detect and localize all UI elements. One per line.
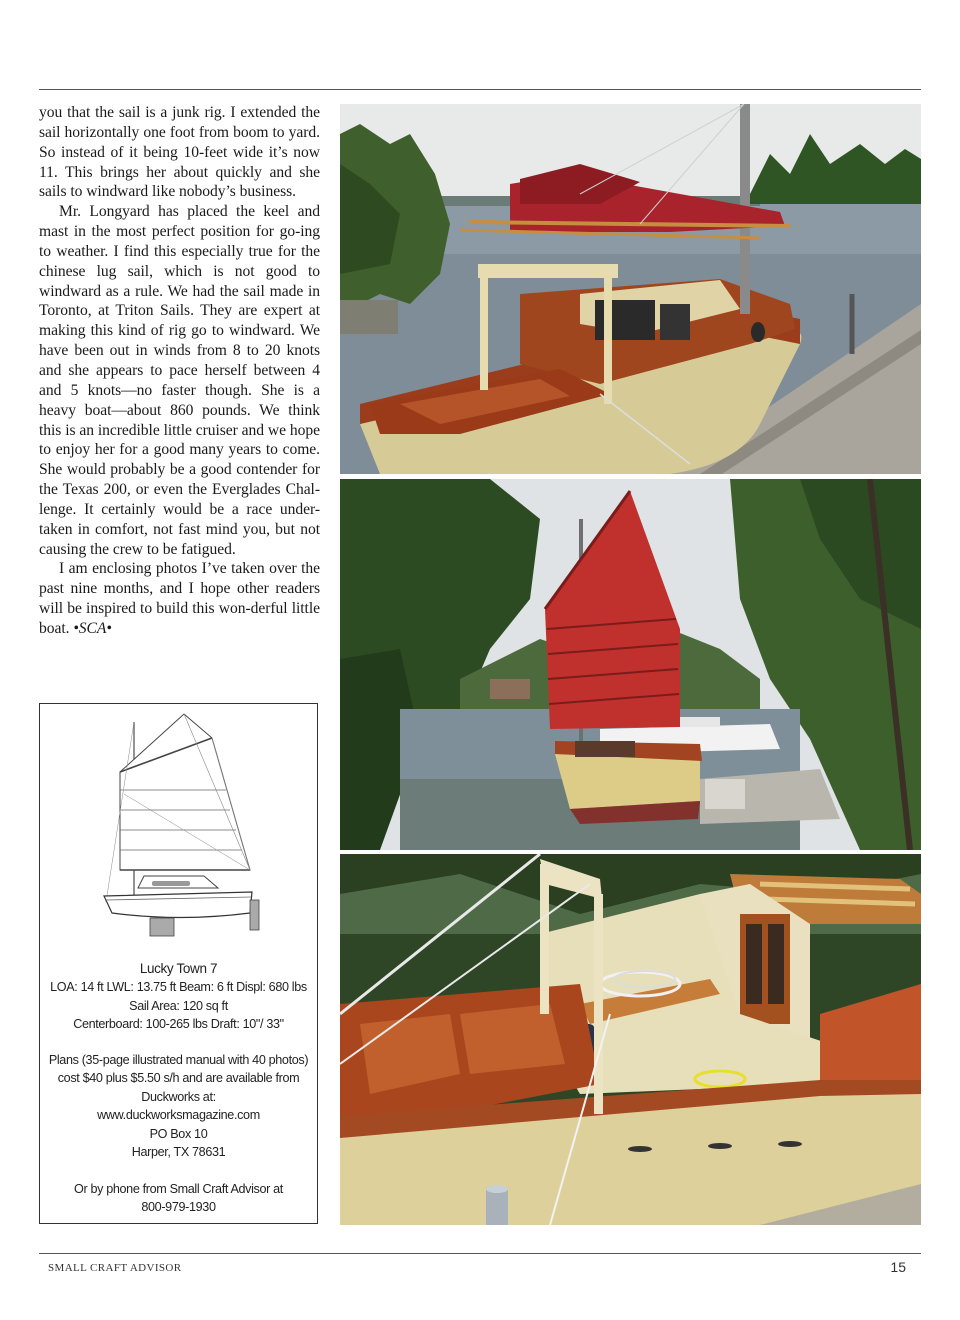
photo-boat-at-dock: [340, 104, 921, 474]
spec-dimensions: LOA: 14 ft LWL: 13.75 ft Beam: 6 ft Displ: 680 lbs: [50, 980, 307, 995]
article-column: [39, 103, 320, 639]
footer-page-number: 15: [890, 1259, 906, 1275]
article-paragraph-3: [39, 559, 320, 638]
boat-name: Lucky Town 7: [139, 961, 218, 976]
spec-centerboard: Centerboard: 100-265 lbs Draft: 10"/ 33": [73, 1017, 284, 1032]
photo-cockpit-closeup: [340, 854, 921, 1225]
phone-info: [40, 1180, 317, 1217]
plans-city: Harper, TX 78631: [131, 1145, 226, 1160]
photo-boat-under-sail: [340, 479, 921, 850]
article-signature: •SCA•: [73, 619, 112, 637]
spec-sail-area: Sail Area: 120 sq ft: [129, 998, 228, 1013]
bottom-rule: [39, 1253, 921, 1254]
article-paragraph-3-text: I am enclosing photos I’ve taken over the past nine months, and I hope other readers will be inspired to build this won-derful little boat.: [39, 560, 320, 637]
plans-info: [40, 1051, 317, 1161]
plans-line-2: cost $40 plus $5.50 s/h and are available from: [57, 1071, 300, 1086]
boat-spec-box: [39, 703, 318, 1224]
top-rule: [39, 89, 921, 90]
spec-details: [40, 960, 317, 1034]
phone-line-1: Or by phone from Small Craft Advisor at: [74, 1182, 283, 1196]
plans-line-3: Duckworks at:: [141, 1089, 216, 1104]
sail-plan-drawing: [100, 710, 268, 938]
plans-po-box: PO Box 10: [149, 1126, 208, 1141]
phone-number: 800-979-1930: [141, 1200, 216, 1215]
plans-website[interactable]: www.duckworksmagazine.com: [97, 1108, 260, 1123]
footer-publication-name: SMALL CRAFT ADVISOR: [48, 1262, 182, 1274]
article-paragraph-1: you that the sail is a junk rig. I extended the sail horizontally one foot from boom to yard. So instead of it being 10-feet wide it’s now 11. This brings her about quickly and she sails to windward like nobody’s business.: [39, 104, 320, 201]
plans-line-1: Plans (35-page illustrated manual with 40 photos): [48, 1053, 309, 1067]
article-paragraph-2: Mr. Longyard has placed the keel and mast in the most perfect position for go-ing to weather. I find this especially true for the chinese lug sail, which is not good to windward as a rule. We had the sail made in Toronto, at Triton Sails. They are expert at making this kind of rig go to windward. We have been out in winds from 8 to 20 knots and she appears to pace herself between 4 and 5 knots—no faster though. She is a heavy boat—about 860 pounds. We think this is an incredible little cruiser and we hope to enjoy her for a good many years to come. She would probably be a good contender for the Texas 200, or even the Everglades Chal-lenge. It certainly would be a race under-taken in comfort, not fast mind you, but not causing the crew to be fatigued.: [39, 203, 320, 558]
